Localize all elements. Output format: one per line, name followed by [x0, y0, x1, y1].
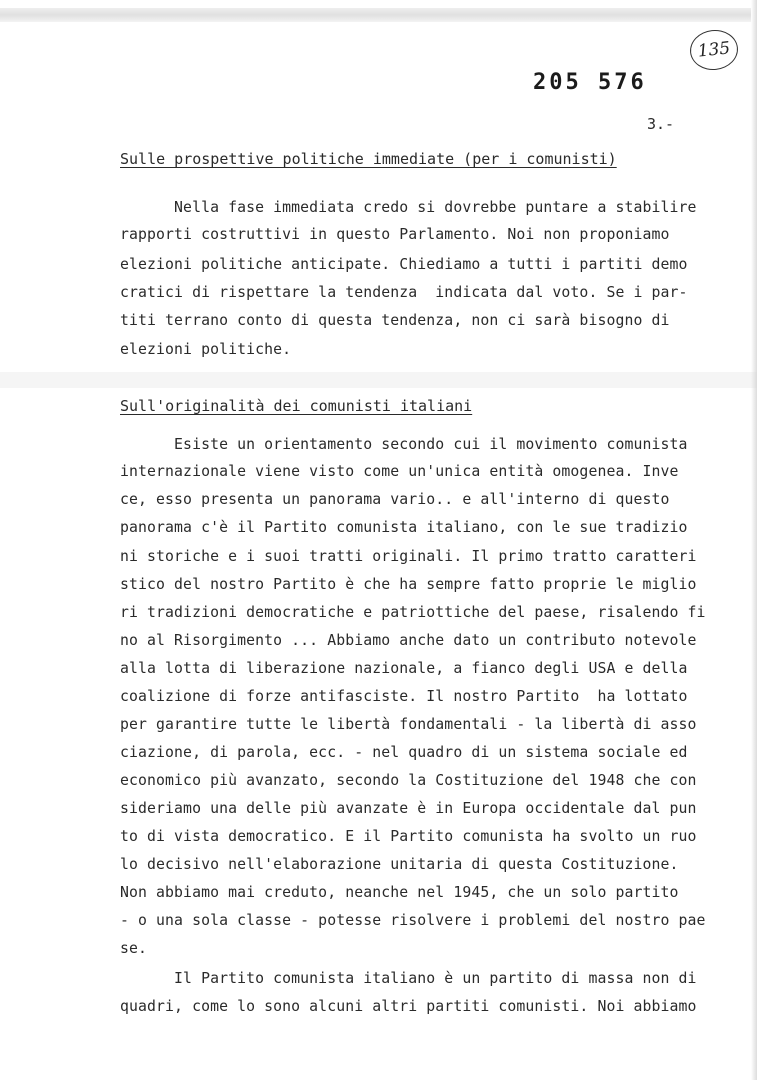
archive-number: 205 576 — [533, 70, 647, 95]
text-line: internazionale viene visto come un'unica entità omogenea. Inve — [120, 463, 679, 480]
text-line: Nella fase immediata credo si dovrebbe puntare a stabilire — [120, 199, 697, 216]
text-line: ce, esso presenta un panorama vario.. e all'interno di questo — [120, 491, 670, 508]
text-line: alla lotta di liberazione nazionale, a fianco degli USA e della — [120, 660, 688, 677]
folio-number: 135 — [688, 28, 740, 73]
text-line: quadri, come lo sono alcuni altri partiti comunisti. Noi abbiamo — [120, 998, 697, 1015]
scan-edge-right — [751, 0, 757, 1080]
text-line: ni storiche e i suoi tratti originali. Il primo tratto caratteri — [120, 548, 697, 565]
text-line: to di vista democratico. E il Partito comunista ha svolto un ruo — [120, 828, 697, 845]
section-heading: Sull'originalità dei comunisti italiani — [120, 397, 473, 415]
text-line: - o una sola classe - potesse risolvere i problemi del nostro pae — [120, 912, 706, 929]
page-number: 3.- — [647, 115, 675, 133]
text-line: rapporti costruttivi in questo Parlamento. Noi non proponiamo — [120, 226, 670, 243]
text-line: panorama c'è il Partito comunista italiano, con le sue tradizio — [120, 519, 688, 536]
text-line: Esiste un orientamento secondo cui il movimento comunista — [120, 436, 688, 453]
text-line: coalizione di forze antifasciste. Il nostro Partito ha lottato — [120, 688, 688, 705]
text-line: ciazione, di parola, ecc. - nel quadro di un sistema sociale ed — [120, 744, 688, 761]
text-line: per garantire tutte le libertà fondamentali - la libertà di asso — [120, 716, 697, 733]
text-line: Non abbiamo mai creduto, neanche nel 1945, che un solo partito — [120, 884, 679, 901]
text-line: sideriamo una delle più avanzate è in Europa occidentale dal pun — [120, 800, 697, 817]
text-line: titi terrano conto di questa tendenza, non ci sarà bisogno di — [120, 312, 670, 329]
text-line: no al Risorgimento ... Abbiamo anche dato un contributo notevole — [120, 632, 697, 649]
text-line: lo decisivo nell'elaborazione unitaria di questa Costituzione. — [120, 856, 679, 873]
scan-edge-top — [0, 8, 757, 22]
text-line: cratici di rispettare la tendenza indicata dal voto. Se i par- — [120, 284, 688, 301]
text-line: se. — [120, 940, 148, 957]
text-line: economico più avanzato, secondo la Costituzione del 1948 che con — [120, 772, 697, 789]
text-line: stico del nostro Partito è che ha sempre fatto proprie le miglio — [120, 576, 697, 593]
text-line: Il Partito comunista italiano è un partito di massa non di — [120, 970, 697, 987]
text-line: ri tradizioni democratiche e patriottiche del paese, risalendo fi — [120, 604, 706, 621]
section-heading: Sulle prospettive politiche immediate (per i comunisti) — [120, 150, 617, 168]
text-line: elezioni politiche anticipate. Chiediamo a tutti i partiti demo — [120, 256, 688, 273]
scan-artifact — [0, 372, 757, 388]
text-line: elezioni politiche. — [120, 341, 292, 358]
